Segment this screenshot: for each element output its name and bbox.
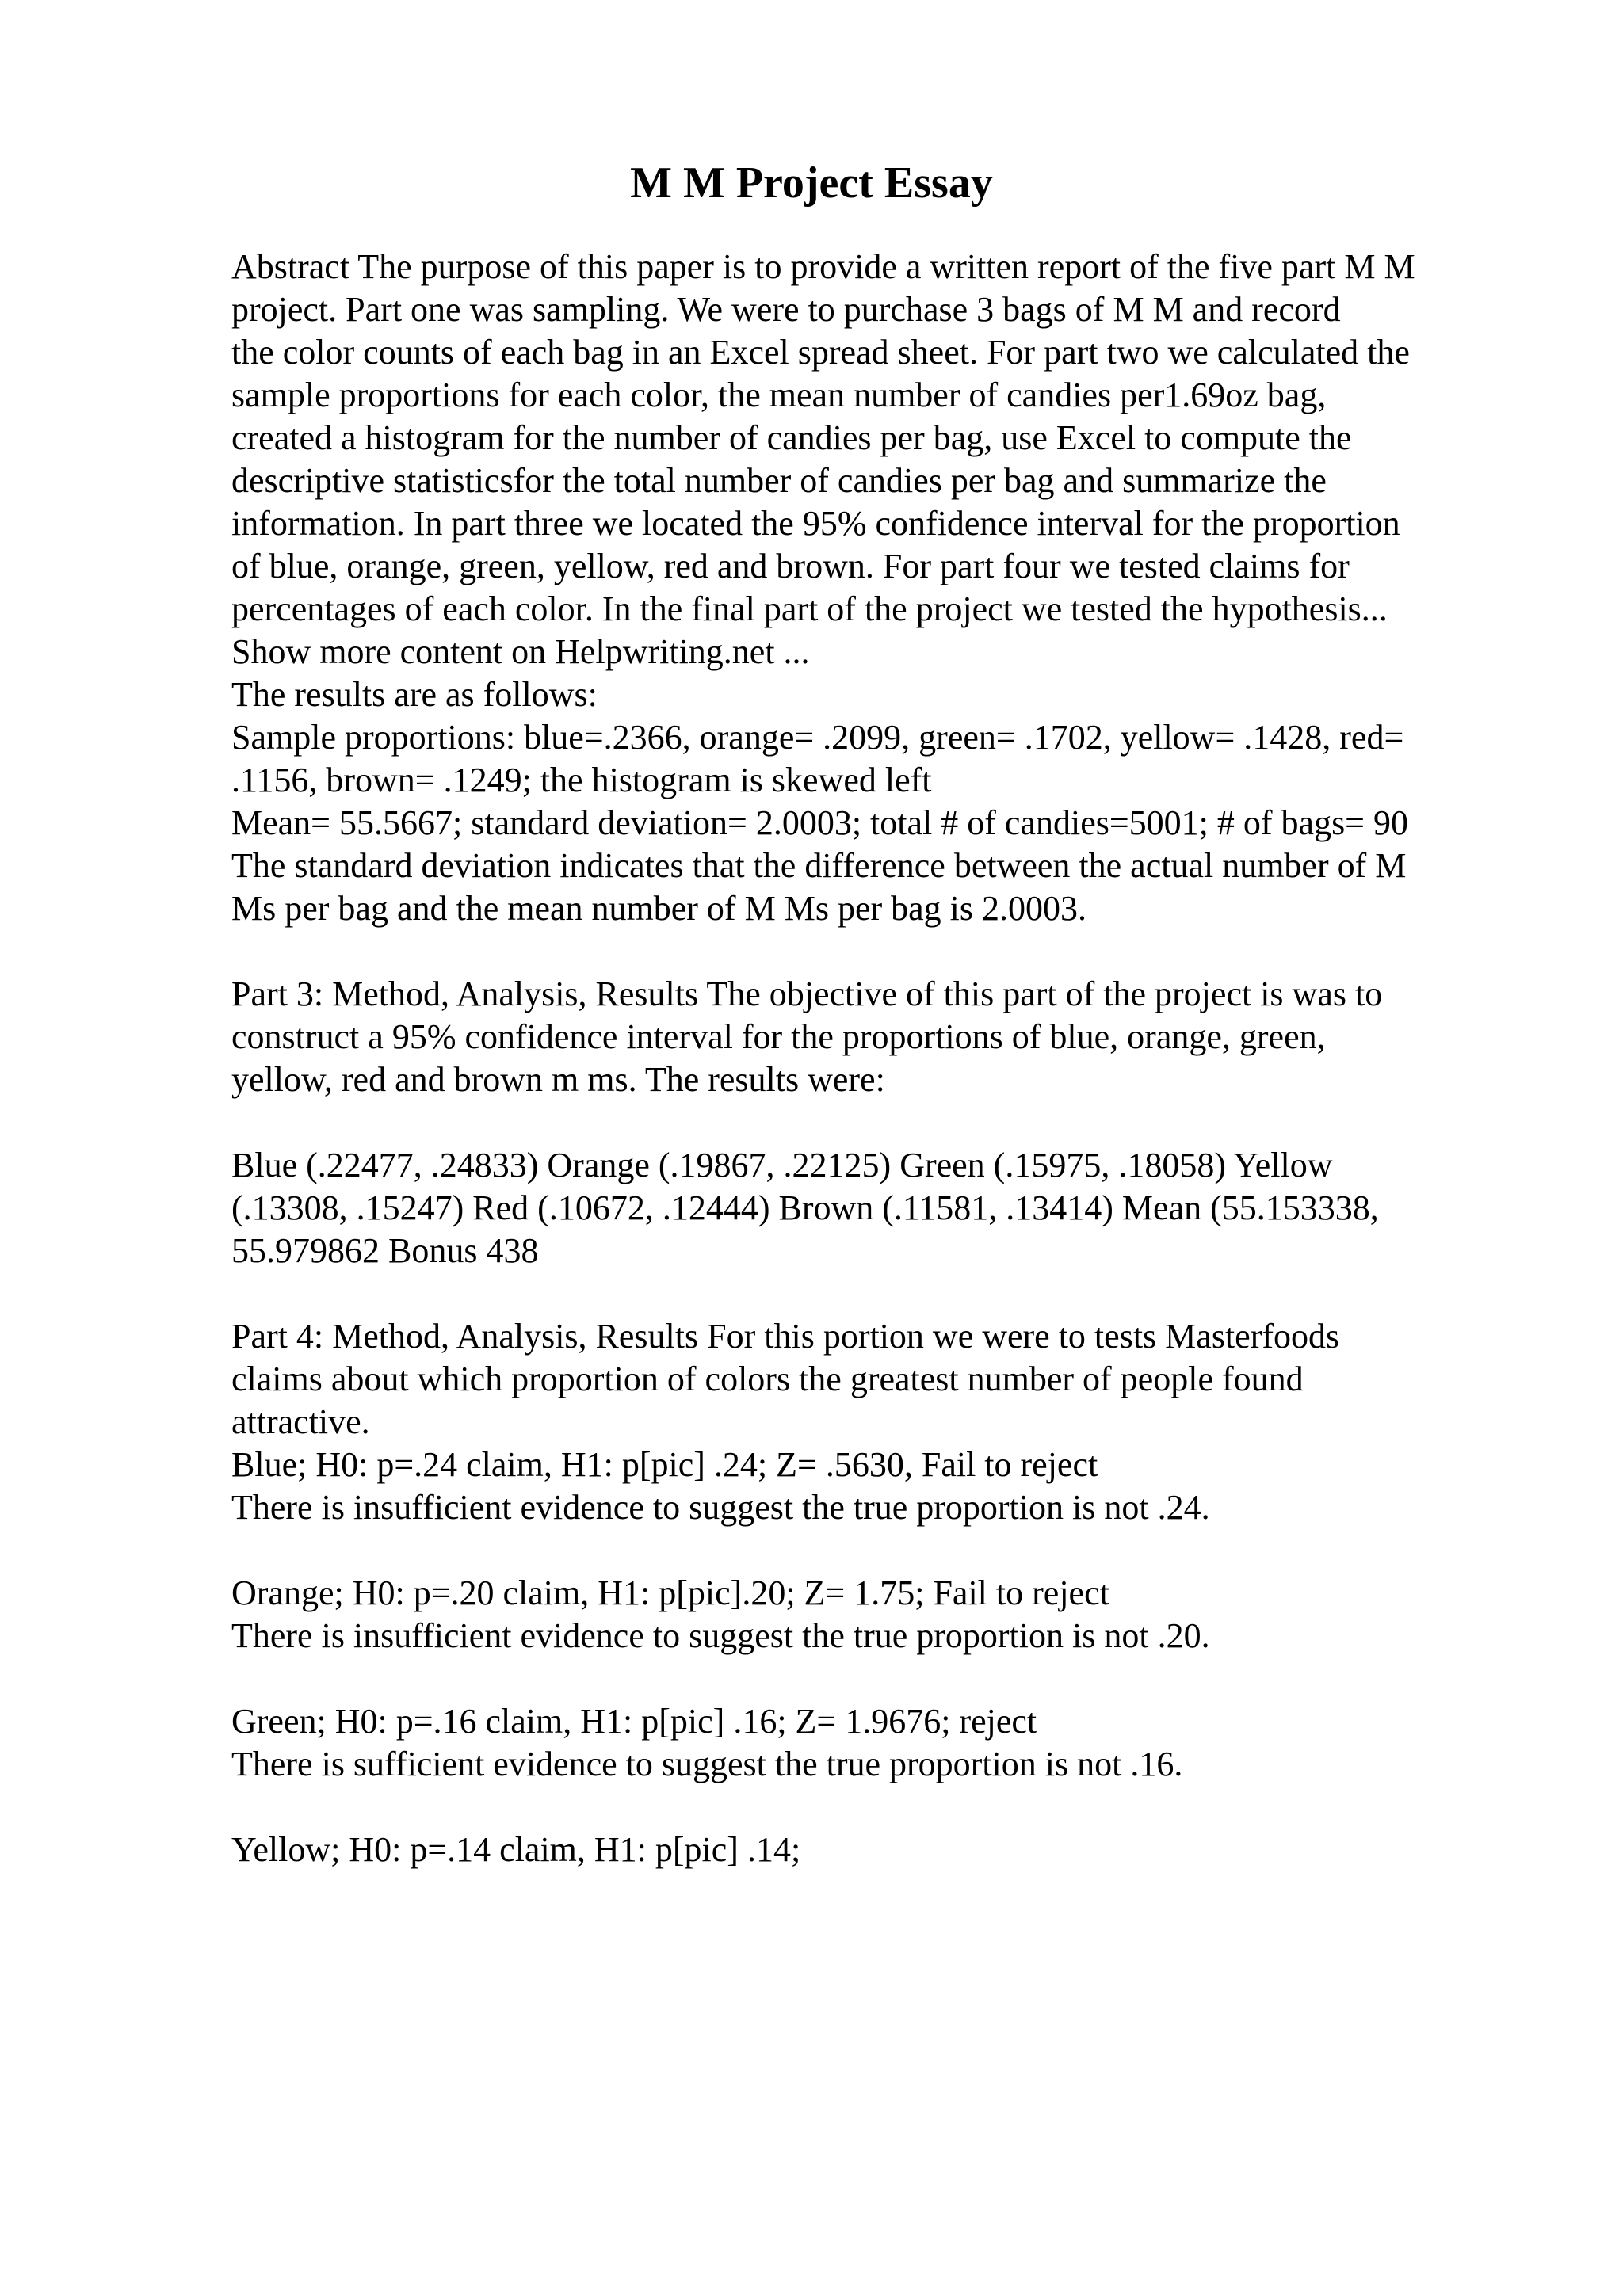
text-line: percentages of each color. In the final part of the project we tested the hypothesis... [231,589,1388,628]
text-line: Blue; H0: p=.24 claim, H1: p[pic] .24; Z= .5630, Fail to reject [231,1445,1098,1484]
text-line: The results are as follows: [231,675,598,714]
paragraph-gap [231,1657,1515,1700]
paragraph-gap [231,930,1515,973]
paragraph-gap [231,1786,1515,1829]
text-line: 55.979862 Bonus 438 [231,1231,539,1270]
text-line: There is insufficient evidence to suggest the true proportion is not .20. [231,1616,1210,1655]
text-line: of blue, orange, green, yellow, red and brown. For part four we tested claims for [231,547,1350,585]
text-line: Green; H0: p=.16 claim, H1: p[pic] .16; Z= 1.9676; reject [231,1702,1037,1741]
text-line: The standard deviation indicates that the difference between the actual number of M [231,846,1407,885]
text-line: descriptive statisticsfor the total number of candies per bag and summarize the [231,461,1327,500]
document-title: M M Project Essay [630,158,993,208]
paragraph-orange-test [231,1572,1515,1657]
paragraph-confidence-intervals [231,1144,1515,1272]
paragraph-part-3 [231,973,1515,1101]
text-line: Part 3: Method, Analysis, Results The objective of this part of the project is was to [231,974,1383,1013]
text-line: yellow, red and brown m ms. The results were: [231,1060,885,1099]
text-line: the color counts of each bag in an Excel spread sheet. For part two we calculated the [231,333,1410,372]
text-line: Show more content on Helpwriting.net ... [231,632,810,671]
text-line: Orange; H0: p=.20 claim, H1: p[pic].20; Z= 1.75; Fail to reject [231,1573,1109,1612]
text-line: sample proportions for each color, the mean number of candies per1.69oz bag, [231,376,1327,414]
text-line: created a histogram for the number of candies per bag, use Excel to compute the [231,418,1352,457]
text-line: claims about which proportion of colors the greatest number of people found [231,1360,1304,1398]
paragraph-gap [231,1529,1515,1572]
text-line: attractive. [231,1402,370,1441]
text-line: Abstract The purpose of this paper is to provide a written report of the five part M M [231,247,1415,286]
text-line: There is insufficient evidence to suggest the true proportion is not .24. [231,1488,1210,1527]
text-line: Part 4: Method, Analysis, Results For this portion we were to tests Masterfoods [231,1317,1340,1356]
text-line: Blue (.22477, .24833) Orange (.19867, .22125) Green (.15975, .18058) Yellow [231,1146,1333,1184]
text-line: Mean= 55.5667; standard deviation= 2.0003; total # of candies=5001; # of bags= 90 [231,803,1408,842]
paragraph-yellow-test [231,1829,1515,1871]
paragraph-green-test [231,1700,1515,1786]
paragraph-abstract-results [231,246,1515,930]
paragraph-part-4 [231,1315,1515,1529]
paragraph-gap [231,1101,1515,1144]
text-line: Sample proportions: blue=.2366, orange= .2099, green= .1702, yellow= .1428, red= [231,718,1404,757]
text-line: construct a 95% confidence interval for the proportions of blue, orange, green, [231,1017,1326,1056]
text-line: project. Part one was sampling. We were to purchase 3 bags of M M and record [231,290,1341,329]
text-line: information. In part three we located the 95% confidence interval for the proportion [231,504,1400,543]
text-line: .1156, brown= .1249; the histogram is skewed left [231,761,932,799]
document-body [231,246,1515,1871]
text-line: There is sufficient evidence to suggest the true proportion is not .16. [231,1745,1183,1783]
text-line: (.13308, .15247) Red (.10672, .12444) Brown (.11581, .13414) Mean (55.153338, [231,1188,1379,1227]
text-line: Ms per bag and the mean number of M Ms per bag is 2.0003. [231,889,1087,928]
text-line: Yellow; H0: p=.14 claim, H1: p[pic] .14; [231,1830,801,1869]
paragraph-gap [231,1272,1515,1315]
